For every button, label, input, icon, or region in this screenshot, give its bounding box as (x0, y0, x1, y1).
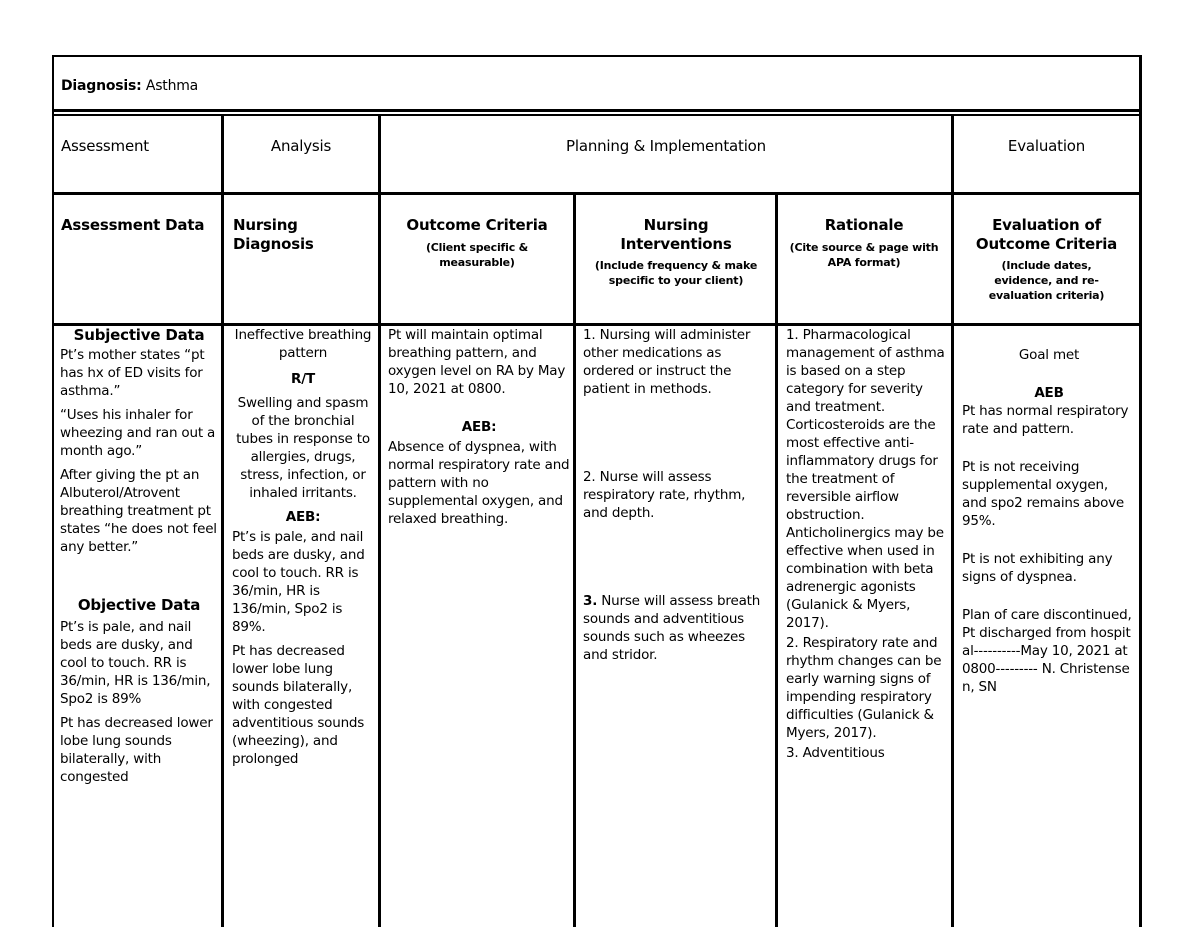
subjective-data-title: Subjective Data (73, 326, 205, 344)
evaluation-content (962, 346, 1136, 702)
objective-item-2: Pt has decreased lower lobe lung sounds bilaterally, with congested (60, 715, 213, 785)
analysis-aeb-item-2: Pt has decreased lower lobe lung sounds bilaterally, with congested adventitious sounds (wheezing), and prolonged (232, 643, 365, 767)
interventions-note: (Include frequency & make specific to your client) (594, 259, 758, 287)
assessment-content (60, 326, 218, 792)
evaluation-aeb-label: AEB (1034, 385, 1064, 401)
col-divider-4 (775, 192, 778, 927)
outcome-criteria-title: Outcome Criteria (406, 216, 548, 234)
outcome-text: Pt will maintain optimal breathing pattern, and oxygen level on RA by May 10, 2021 at 0800. (388, 327, 566, 397)
intervention-3-number: 3. (583, 593, 598, 609)
evaluation-item-4: Plan of care discontinued, Pt discharged from hospital----------May 10, 2021 at 0800--------- N. Christensen, SN (962, 607, 1132, 695)
rationale-2: 2. Respiratory rate and rhythm changes can be early warning signs of impending respiratory difficulties (Gulanick & Myers, 2017). (786, 635, 942, 741)
subjective-item-3: After giving the pt an Albuterol/Atrovent breathing treatment pt states “he does not feel any better.” (60, 467, 217, 555)
rationale-note: (Cite source & page with APA format) (789, 241, 939, 269)
analysis-aeb-item-1: Pt’s is pale, and nail beds are dusky, and cool to touch. RR is 36/min, HR is 136/min, Spo2 is 89%. (232, 529, 365, 635)
objective-data-title: Objective Data (77, 596, 201, 614)
header-top-border (52, 114, 1142, 116)
col-divider-2 (378, 114, 381, 927)
interventions-title: Nursing Interventions (620, 216, 732, 253)
subjective-item-2: “Uses his inhaler for wheezing and ran out a month ago.” (60, 407, 216, 459)
header-analysis: Analysis (270, 137, 332, 155)
subheader-assessment-data: Assessment Data (61, 216, 205, 234)
rationale-content (786, 326, 948, 768)
header-evaluation: Evaluation (1007, 137, 1086, 155)
subheader-interventions (579, 216, 773, 288)
outcome-content (388, 326, 570, 534)
analysis-content (232, 326, 374, 774)
nursing-diagnosis-text: Ineffective breathing pattern (234, 327, 372, 361)
objective-item-1: Pt’s is pale, and nail beds are dusky, and cool to touch. RR is 36/min, HR is 136/min, Spo2 is 89% (60, 619, 211, 707)
subjective-item-1: Pt’s mother states “pt has hx of ED visits for asthma.” (60, 347, 205, 399)
header-planning: Planning & Implementation (566, 137, 766, 155)
outcome-aeb-label: AEB: (461, 419, 497, 435)
goal-met: Goal met (1018, 347, 1080, 363)
intervention-1: 1. Nursing will administer other medications as ordered or instruct the patient in methods. (583, 327, 751, 397)
analysis-aeb-label: AEB: (285, 509, 321, 525)
diagnosis-value: Asthma (145, 78, 199, 94)
outcome-aeb-text: Absence of dyspnea, with normal respiratory rate and pattern with no supplemental oxygen, and relaxed breathing. (388, 439, 570, 527)
diagnosis-bottom-border (52, 109, 1142, 112)
evaluation-note: (Include dates, evidence, and re-evaluation criteria) (988, 259, 1105, 302)
subheader-outcome-criteria (383, 216, 571, 270)
evaluation-item-3: Pt is not exhibiting any signs of dyspnea. (962, 551, 1113, 585)
evaluation-item-2: Pt is not receiving supplemental oxygen, and spo2 remains above 95%. (962, 459, 1125, 529)
col-divider-3 (573, 192, 576, 927)
col-divider-5 (951, 114, 954, 927)
intervention-3-text: Nurse will assess breath sounds and adventitious sounds such as wheezes and stridor. (583, 593, 761, 663)
rationale-1: 1. Pharmacological management of asthma is based on a step category for severity and treatment. Corticosteroids are the most effective anti-inflammatory drugs for the treatment of reversible airflow obstruction. Anticholinergics may be effective when used in combination with beta adrenergic agonists (Gulanick & Myers, 2017). (786, 327, 945, 631)
intervention-3 (583, 592, 771, 664)
table-left-border (52, 55, 54, 927)
rt-label: R/T (291, 371, 315, 387)
evaluation-title: Evaluation of Outcome Criteria (975, 216, 1118, 253)
diagnosis-label: Diagnosis: (61, 78, 142, 94)
rationale-3: 3. Adventitious (786, 745, 885, 761)
rationale-title: Rationale (824, 216, 904, 234)
intervention-2: 2. Nurse will assess respiratory rate, rhythm, and depth. (583, 469, 746, 521)
col-divider-1 (221, 114, 224, 927)
table-right-border (1139, 55, 1142, 927)
evaluation-item-1: Pt has normal respiratory rate and pattern. (962, 403, 1129, 437)
subheader-nursing-diagnosis: Nursing Diagnosis (233, 216, 314, 253)
interventions-content (583, 326, 771, 670)
table-top-border (52, 55, 1142, 57)
outcome-criteria-note: (Client specific & measurable) (425, 241, 529, 269)
header-assessment: Assessment (61, 137, 149, 155)
header-bottom-border (52, 192, 1142, 195)
rt-text: Swelling and spasm of the bronchial tubes in response to allergies, drugs, stress, infection, or inhaled irritants. (236, 395, 370, 501)
diagnosis-row (61, 77, 1061, 96)
subheader-evaluation (956, 216, 1137, 303)
subheader-rationale (779, 216, 949, 270)
